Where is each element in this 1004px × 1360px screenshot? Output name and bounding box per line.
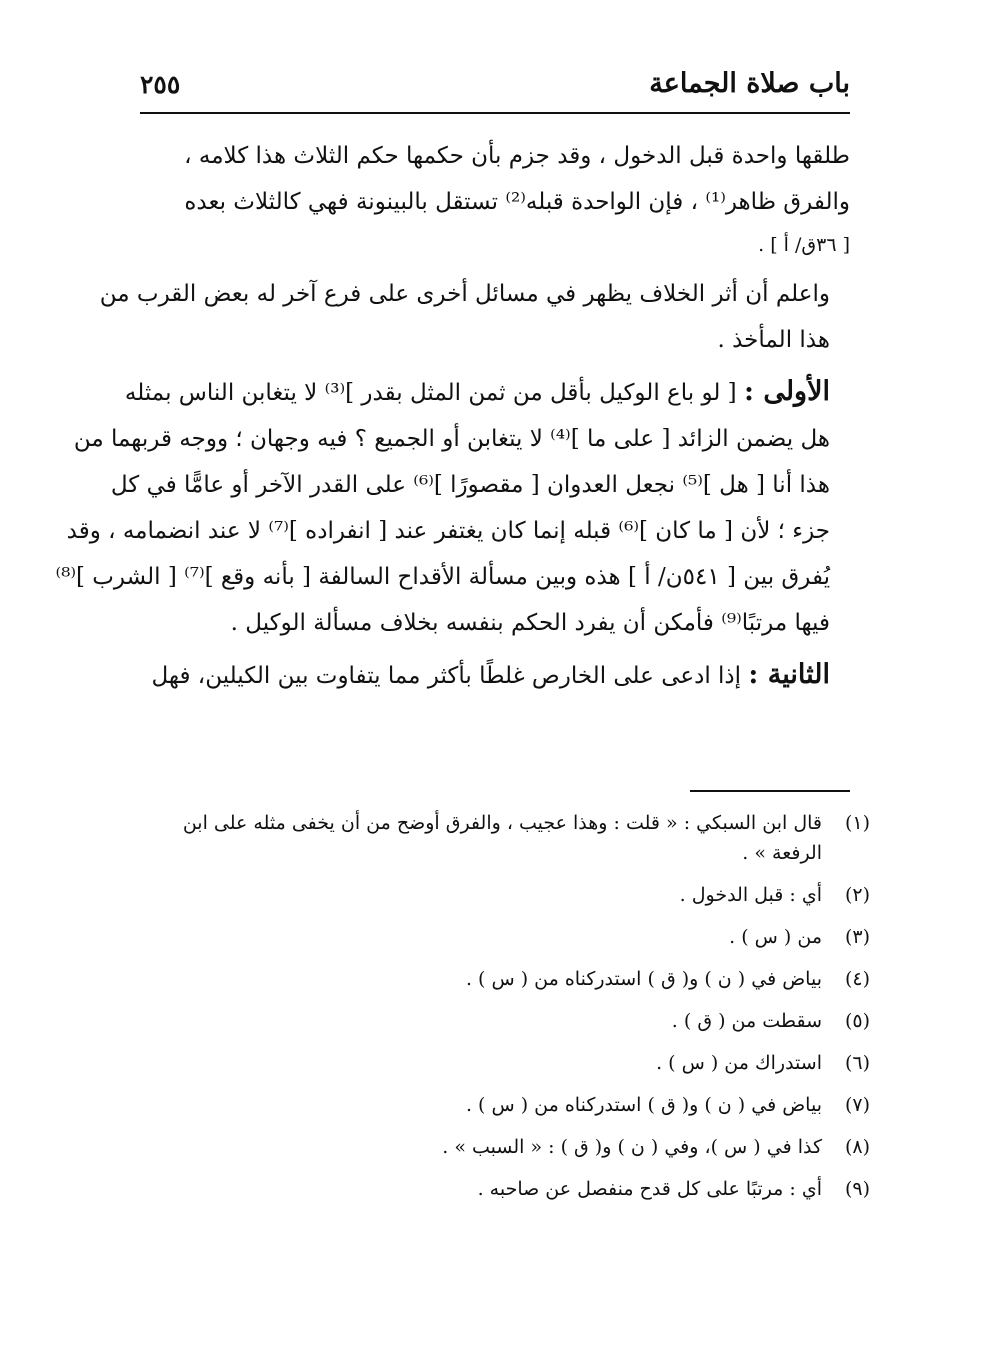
text-line — [124, 369, 850, 416]
text-line: طلقها واحدة قبل الدخول ، وقد جزم بأن حكمها حكم الثلاث هذا كلامه ، — [184, 143, 850, 169]
text-line — [140, 652, 850, 699]
footnote — [150, 1174, 870, 1204]
paragraph-3 — [55, 369, 850, 646]
issue-heading-second: الثانية : — [748, 659, 830, 690]
footnote — [150, 964, 870, 994]
text-line: هذا المأخذ . — [717, 327, 830, 353]
header-rule — [140, 112, 850, 114]
footnote — [150, 922, 870, 952]
text-line: يُفرق بين [ ٥٤١ن/ أ ] هذه وبين مسألة الأقداح السالفة [ بأنه وقع ]⁽⁷⁾ [ الشرب ]⁽⁸⁾ — [55, 564, 830, 590]
footnote-number: (٣) — [844, 926, 870, 948]
footnote-number: (٨) — [844, 1136, 870, 1158]
footnote-number: (٥) — [844, 1010, 870, 1032]
footnote-text — [150, 1174, 822, 1204]
text-line: واعلم أن أثر الخلاف يظهر في مسائل أخرى على فرع آخر له بعض القرب من — [99, 281, 830, 307]
paragraph-2 — [99, 271, 850, 363]
footnote-number: (٧) — [844, 1094, 870, 1116]
running-title: باب صلاة الجماعة — [649, 68, 850, 99]
page-number: ٢٥٥ — [140, 70, 181, 99]
text-run: [ لو باع الوكيل بأقل من ثمن المثل بقدر ]⁽³⁾ لا يتغابن الناس بمثله — [124, 380, 744, 406]
footnote-text — [150, 808, 822, 868]
footnote-line: سقطت من ( ق ) . — [671, 1010, 822, 1032]
footnote-rule — [690, 790, 850, 792]
footnote — [150, 1132, 870, 1162]
text-run: إذا ادعى على الخارص غلطًا بأكثر مما يتفاوت بين الكيلين، فهل — [151, 663, 749, 689]
footnote — [150, 808, 870, 868]
footnote-text — [150, 922, 822, 952]
footnote-number: (١) — [844, 812, 870, 834]
footnote-line: أي : مرتبًا على كل قدح منفصل عن صاحبه . — [477, 1178, 822, 1200]
main-text — [55, 133, 850, 705]
footnote-number: (٩) — [844, 1178, 870, 1200]
folio-marker: [ ٣٦ق/ أ ] . — [758, 234, 850, 256]
text-line: فيها مرتبًا⁽⁹⁾ فأمكن أن يفرد الحكم بنفسه بخلاف مسألة الوكيل . — [230, 610, 830, 636]
footnote — [150, 1090, 870, 1120]
footnote-line: بياض في ( ن ) و( ق ) استدركناه من ( س ) . — [465, 968, 822, 990]
text-line: هذا أنا [ هل ]⁽⁵⁾ نجعل العدوان [ مقصورًا ]⁽⁶⁾ على القدر الآخر أو عامًّا في كل — [110, 472, 830, 498]
text-line: هل يضمن الزائد [ على ما ]⁽⁴⁾ لا يتغابن أو الجميع ؟ فيه وجهان ؛ ووجه قربهما من — [73, 426, 830, 452]
footnote-line: أي : قبل الدخول . — [679, 884, 822, 906]
footnote-text — [150, 1090, 822, 1120]
page-header — [140, 62, 850, 112]
footnote-line: الرفعة » . — [742, 842, 822, 864]
paragraph-4 — [140, 652, 850, 699]
footnotes — [150, 808, 870, 1216]
paragraph-1 — [140, 133, 850, 265]
footnote-text — [150, 1132, 822, 1162]
footnote-text — [150, 880, 822, 910]
footnote-line: قال ابن السبكي : « قلت : وهذا عجيب ، والفرق أوضح من أن يخفى مثله على ابن — [182, 812, 822, 834]
footnote-line: بياض في ( ن ) و( ق ) استدركناه من ( س ) . — [465, 1094, 822, 1116]
issue-heading-first: الأولى : — [743, 376, 830, 407]
footnote-number: (٦) — [844, 1052, 870, 1074]
footnote-text — [150, 1048, 822, 1078]
footnote-text — [150, 964, 822, 994]
footnote — [150, 1048, 870, 1078]
footnote — [150, 1006, 870, 1036]
footnote-line: كذا في ( س )، وفي ( ن ) و( ق ) : « السبب » . — [442, 1136, 822, 1158]
text-line: والفرق ظاهر⁽¹⁾ ، فإن الواحدة قبله⁽²⁾ تستقل بالبينونة فهي كالثلاث بعده — [184, 189, 850, 215]
footnote-line: من ( س ) . — [729, 926, 822, 948]
text-line: جزء ؛ لأن [ ما كان ]⁽⁶⁾ قبله إنما كان يغتفر عند [ انفراده ]⁽⁷⁾ لا عند انضمامه ، وقد — [66, 518, 830, 544]
footnote-number: (٢) — [844, 884, 870, 906]
footnote-line: استدراك من ( س ) . — [656, 1052, 822, 1074]
footnote-number: (٤) — [844, 968, 870, 990]
footnote-text — [150, 1006, 822, 1036]
footnote — [150, 880, 870, 910]
